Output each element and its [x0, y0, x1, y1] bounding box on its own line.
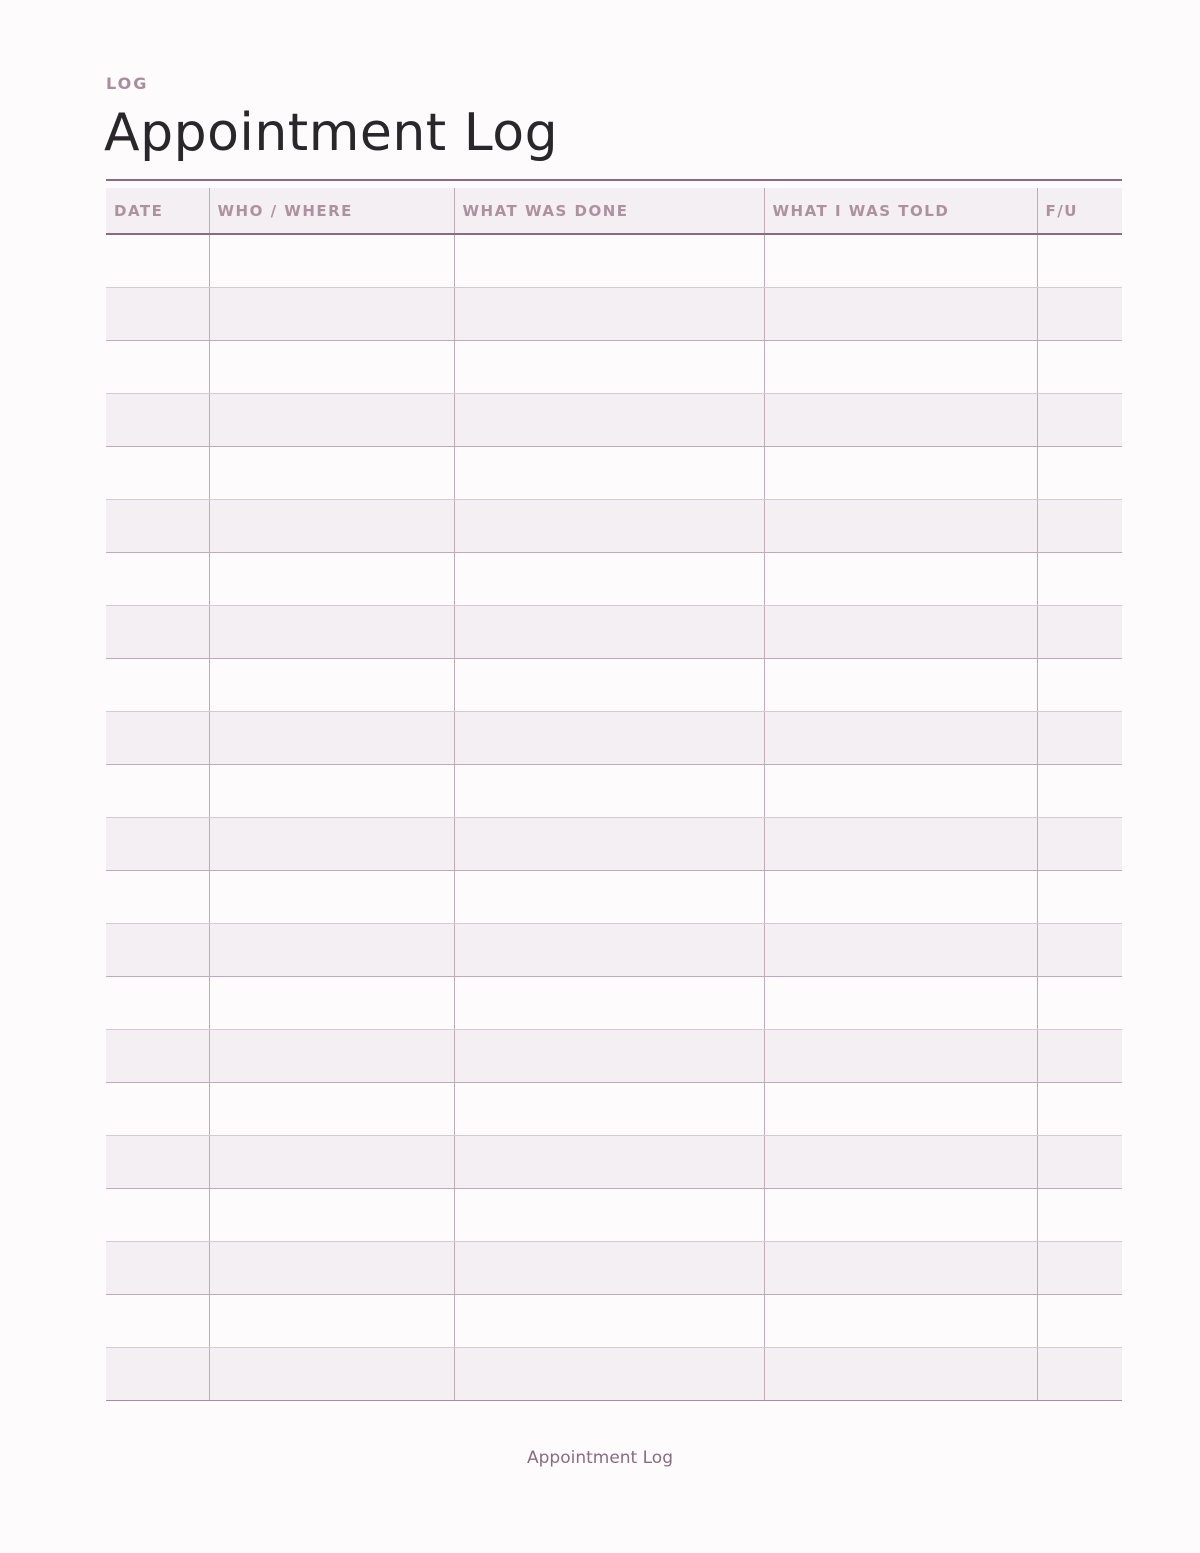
- who-where-cell[interactable]: [209, 234, 454, 287]
- who-where-cell[interactable]: [209, 446, 454, 499]
- who-where-cell[interactable]: [209, 870, 454, 923]
- follow-up-cell[interactable]: [1037, 764, 1122, 817]
- table-row: [106, 923, 1122, 976]
- what-i-was-told-cell[interactable]: [764, 234, 1037, 287]
- table-row: [106, 340, 1122, 393]
- table-row: [106, 1294, 1122, 1347]
- date-cell[interactable]: [106, 1135, 209, 1188]
- what-was-done-cell[interactable]: [454, 499, 764, 552]
- what-was-done-cell[interactable]: [454, 817, 764, 870]
- column-header-what-was-done: WHAT WAS DONE: [454, 188, 764, 234]
- table-row: [106, 1135, 1122, 1188]
- date-cell[interactable]: [106, 340, 209, 393]
- table-row: [106, 711, 1122, 764]
- column-header-follow-up: F/U: [1037, 188, 1122, 234]
- follow-up-cell[interactable]: [1037, 393, 1122, 446]
- what-i-was-told-cell[interactable]: [764, 1347, 1037, 1400]
- what-was-done-cell[interactable]: [454, 976, 764, 1029]
- who-where-cell[interactable]: [209, 976, 454, 1029]
- table-row: [106, 605, 1122, 658]
- section-eyebrow: LOG: [106, 74, 149, 93]
- what-was-done-cell[interactable]: [454, 658, 764, 711]
- who-where-cell[interactable]: [209, 552, 454, 605]
- page-footer: Appointment Log: [526, 1448, 673, 1468]
- date-cell[interactable]: [106, 1029, 209, 1082]
- date-cell[interactable]: [106, 658, 209, 711]
- what-i-was-told-cell[interactable]: [764, 1082, 1037, 1135]
- what-was-done-cell[interactable]: [454, 1135, 764, 1188]
- table-row: [106, 817, 1122, 870]
- follow-up-cell[interactable]: [1037, 1135, 1122, 1188]
- page-title: Appointment Log: [104, 103, 559, 163]
- table-row: [106, 976, 1122, 1029]
- what-was-done-cell[interactable]: [454, 1029, 764, 1082]
- follow-up-cell[interactable]: [1037, 499, 1122, 552]
- what-i-was-told-cell[interactable]: [764, 1135, 1037, 1188]
- who-where-cell[interactable]: [209, 1188, 454, 1241]
- table-row: [106, 499, 1122, 552]
- who-where-cell[interactable]: [209, 764, 454, 817]
- who-where-cell[interactable]: [209, 1135, 454, 1188]
- date-cell[interactable]: [106, 764, 209, 817]
- date-cell[interactable]: [106, 711, 209, 764]
- what-i-was-told-cell[interactable]: [764, 552, 1037, 605]
- what-i-was-told-cell[interactable]: [764, 1188, 1037, 1241]
- table-row: [106, 658, 1122, 711]
- date-cell[interactable]: [106, 446, 209, 499]
- what-i-was-told-cell[interactable]: [764, 446, 1037, 499]
- date-cell[interactable]: [106, 393, 209, 446]
- who-where-cell[interactable]: [209, 1347, 454, 1400]
- who-where-cell[interactable]: [209, 1029, 454, 1082]
- column-header-date: DATE: [106, 188, 209, 234]
- who-where-cell[interactable]: [209, 340, 454, 393]
- what-was-done-cell[interactable]: [454, 711, 764, 764]
- who-where-cell[interactable]: [209, 658, 454, 711]
- follow-up-cell[interactable]: [1037, 711, 1122, 764]
- table-header-row: [106, 188, 1122, 234]
- date-cell[interactable]: [106, 1294, 209, 1347]
- follow-up-cell[interactable]: [1037, 1029, 1122, 1082]
- what-was-done-cell[interactable]: [454, 1347, 764, 1400]
- what-was-done-cell[interactable]: [454, 552, 764, 605]
- follow-up-cell[interactable]: [1037, 1294, 1122, 1347]
- what-i-was-told-cell[interactable]: [764, 923, 1037, 976]
- follow-up-cell[interactable]: [1037, 976, 1122, 1029]
- what-i-was-told-cell[interactable]: [764, 711, 1037, 764]
- table-row: [106, 552, 1122, 605]
- follow-up-cell[interactable]: [1037, 1188, 1122, 1241]
- date-cell[interactable]: [106, 552, 209, 605]
- what-was-done-cell[interactable]: [454, 1082, 764, 1135]
- column-header-what-i-was-told: WHAT I WAS TOLD: [764, 188, 1037, 234]
- table-row: [106, 1029, 1122, 1082]
- what-was-done-cell[interactable]: [454, 764, 764, 817]
- table-row: [106, 287, 1122, 340]
- what-i-was-told-cell[interactable]: [764, 287, 1037, 340]
- date-cell[interactable]: [106, 923, 209, 976]
- follow-up-cell[interactable]: [1037, 923, 1122, 976]
- follow-up-cell[interactable]: [1037, 1347, 1122, 1400]
- what-i-was-told-cell[interactable]: [764, 499, 1037, 552]
- what-i-was-told-cell[interactable]: [764, 605, 1037, 658]
- date-cell[interactable]: [106, 1188, 209, 1241]
- follow-up-cell[interactable]: [1037, 552, 1122, 605]
- follow-up-cell[interactable]: [1037, 658, 1122, 711]
- follow-up-cell[interactable]: [1037, 817, 1122, 870]
- what-was-done-cell[interactable]: [454, 446, 764, 499]
- follow-up-cell[interactable]: [1037, 287, 1122, 340]
- who-where-cell[interactable]: [209, 393, 454, 446]
- what-i-was-told-cell[interactable]: [764, 764, 1037, 817]
- what-was-done-cell[interactable]: [454, 870, 764, 923]
- table-row: [106, 1241, 1122, 1294]
- follow-up-cell[interactable]: [1037, 605, 1122, 658]
- who-where-cell[interactable]: [209, 923, 454, 976]
- date-cell[interactable]: [106, 817, 209, 870]
- what-was-done-cell[interactable]: [454, 923, 764, 976]
- what-was-done-cell[interactable]: [454, 1241, 764, 1294]
- who-where-cell[interactable]: [209, 1294, 454, 1347]
- title-divider: [106, 179, 1122, 181]
- follow-up-cell[interactable]: [1037, 234, 1122, 287]
- what-i-was-told-cell[interactable]: [764, 1241, 1037, 1294]
- what-was-done-cell[interactable]: [454, 1294, 764, 1347]
- table-row: [106, 446, 1122, 499]
- date-cell[interactable]: [106, 499, 209, 552]
- follow-up-cell[interactable]: [1037, 1082, 1122, 1135]
- table-row: [106, 1347, 1122, 1400]
- who-where-cell[interactable]: [209, 1241, 454, 1294]
- what-was-done-cell[interactable]: [454, 340, 764, 393]
- table-row: [106, 1082, 1122, 1135]
- date-cell[interactable]: [106, 605, 209, 658]
- what-i-was-told-cell[interactable]: [764, 658, 1037, 711]
- what-was-done-cell[interactable]: [454, 605, 764, 658]
- what-i-was-told-cell[interactable]: [764, 1294, 1037, 1347]
- column-header-who-where: WHO / WHERE: [209, 188, 454, 234]
- what-i-was-told-cell[interactable]: [764, 1029, 1037, 1082]
- who-where-cell[interactable]: [209, 287, 454, 340]
- what-i-was-told-cell[interactable]: [764, 393, 1037, 446]
- who-where-cell[interactable]: [209, 605, 454, 658]
- what-i-was-told-cell[interactable]: [764, 340, 1037, 393]
- follow-up-cell[interactable]: [1037, 870, 1122, 923]
- date-cell[interactable]: [106, 234, 209, 287]
- date-cell[interactable]: [106, 870, 209, 923]
- who-where-cell[interactable]: [209, 711, 454, 764]
- who-where-cell[interactable]: [209, 499, 454, 552]
- table-row: [106, 393, 1122, 446]
- what-i-was-told-cell[interactable]: [764, 870, 1037, 923]
- table-body: [106, 234, 1122, 1400]
- table-row: [106, 1188, 1122, 1241]
- table-row: [106, 870, 1122, 923]
- what-i-was-told-cell[interactable]: [764, 976, 1037, 1029]
- what-was-done-cell[interactable]: [454, 234, 764, 287]
- who-where-cell[interactable]: [209, 1082, 454, 1135]
- who-where-cell[interactable]: [209, 817, 454, 870]
- appointment-log-table: [106, 188, 1122, 1401]
- follow-up-cell[interactable]: [1037, 446, 1122, 499]
- what-was-done-cell[interactable]: [454, 287, 764, 340]
- table-row: [106, 764, 1122, 817]
- follow-up-cell[interactable]: [1037, 340, 1122, 393]
- what-was-done-cell[interactable]: [454, 393, 764, 446]
- what-was-done-cell[interactable]: [454, 1188, 764, 1241]
- date-cell[interactable]: [106, 287, 209, 340]
- follow-up-cell[interactable]: [1037, 1241, 1122, 1294]
- what-i-was-told-cell[interactable]: [764, 817, 1037, 870]
- date-cell[interactable]: [106, 976, 209, 1029]
- date-cell[interactable]: [106, 1347, 209, 1400]
- date-cell[interactable]: [106, 1082, 209, 1135]
- table-row: [106, 234, 1122, 287]
- date-cell[interactable]: [106, 1241, 209, 1294]
